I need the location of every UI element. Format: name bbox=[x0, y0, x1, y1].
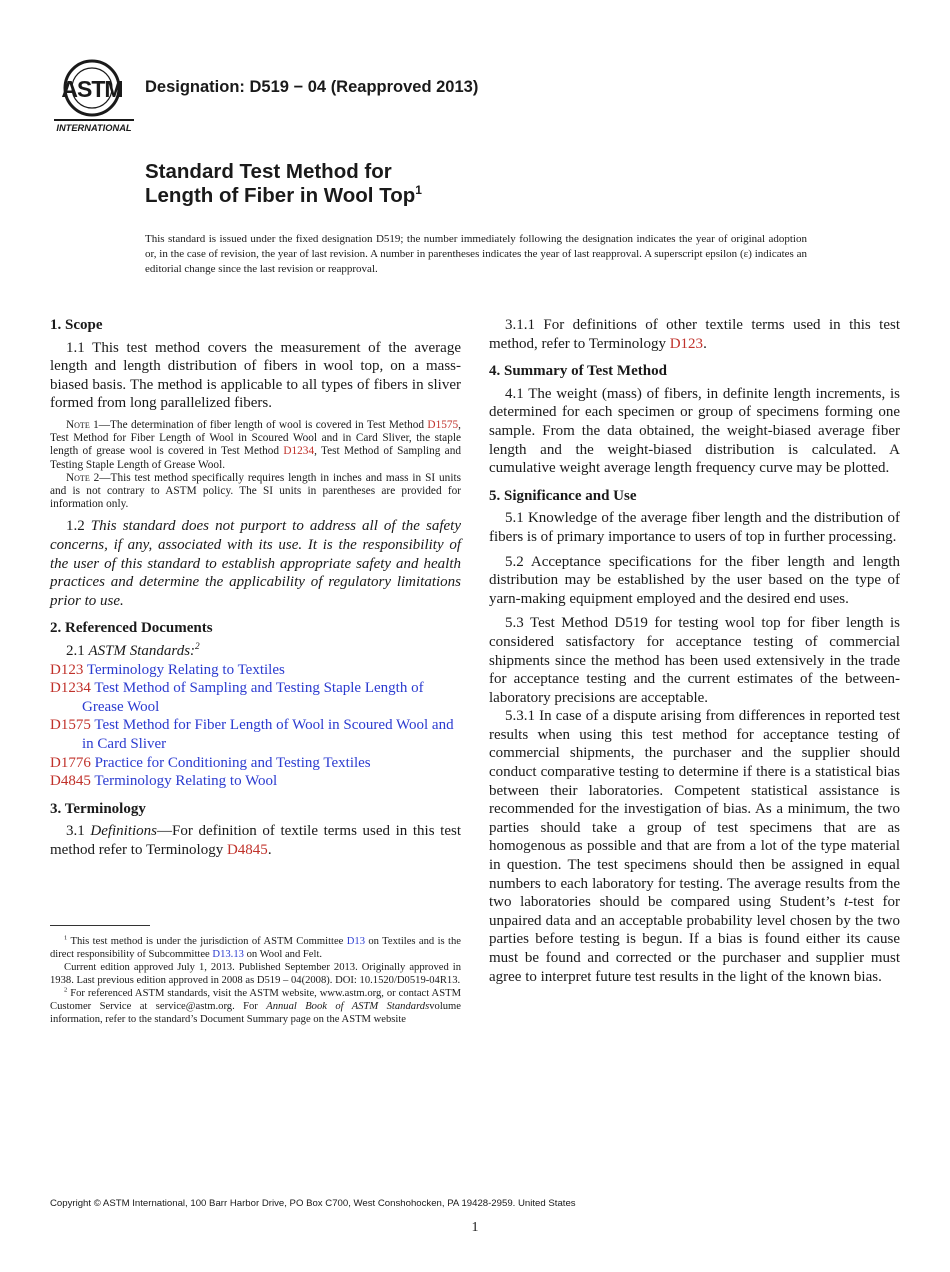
para-5-3: 5.3 Test Method D519 for testing wool top for fiber length is considered satisfactory for acceptance testing of commercial shipments since the method has been used extensively in the trade for acceptance testing and the current estimates of the between-laboratory precisions are acceptable. bbox=[489, 615, 900, 706]
para-5-3-1: 5.3.1 In case of a dispute arising from differences in reported test results when using this test method for acceptance testing of commercial shipments, the purchaser and the supplier should conduct comparative testing to determine if there is a statistical bias between their laboratories. Competent statistical assistance is recommended for the investigation of bias. As a minimum, the two parties should take a group of test specimens that are as homogenous as possible and that are from a lot of the type material in question. The test specimens should then be assigned in equal numbers to each laboratory for testing. The average results from the two laboratories should be compared using Student’s t-test for unpaired data and an acceptable probability level chosen by the two parties before testing is begun. If a bias is found either its cause must be found and corrected or the purchaser and supplier must agree to interpret future test results in the light of the known bias. bbox=[489, 708, 900, 985]
footnote-1-edition: Current edition approved July 1, 2013. Published September 2013. Originally approved in 1938. Last previous edition approved in 2008 as D519 – 04(2008). DOI: 10.1520/D0519-04R13. bbox=[50, 962, 461, 986]
ref-item[interactable]: D1575 Test Method for Fiber Length of Wool in Scoured Wool and in Card Sliver bbox=[50, 717, 454, 752]
section-heading-significance: 5. Significance and Use bbox=[489, 487, 637, 504]
link-d123[interactable]: D123 bbox=[669, 335, 704, 352]
document-title bbox=[145, 160, 422, 208]
footnote-1: $^1$ This test method is under the jurisdiction of ASTM Committee D13 on Textiles and is the direct responsibility of Subcommittee D13.13 on Wool and Felt. bbox=[50, 934, 461, 960]
section-heading-terminology: 3. Terminology bbox=[50, 800, 146, 817]
para-5-1: 5.1 Knowledge of the average fiber length and the distribution of fibers is of primary importance to users of top in further processing. bbox=[489, 510, 900, 545]
astm-logo bbox=[52, 56, 136, 134]
para-2-1: 2.1 ASTM Standards:$^2$ bbox=[66, 641, 200, 659]
para-1-1: 1.1 This test method covers the measurement of the average length and length distribution of fibers in wool top, on a mass-biased basis. The method is applicable to all types of fibers in sliver formed from long parallelized fibers. bbox=[50, 339, 461, 412]
para-3-1-1: 3.1.1 For definitions of other textile terms used in this test method, refer to Terminology D123. bbox=[489, 317, 900, 352]
designation: Designation: D519 − 04 (Reapproved 2013) bbox=[145, 78, 479, 96]
section-heading-summary: 4. Summary of Test Method bbox=[489, 363, 667, 380]
link-d1575[interactable]: D1575 bbox=[427, 418, 459, 431]
link-d13[interactable]: D13 bbox=[346, 936, 365, 947]
para-3-1: 3.1 Definitions—For definition of textile terms used in this test method refer to Terminology D4845. bbox=[50, 823, 461, 858]
left-column bbox=[50, 316, 461, 859]
preamble: This standard is issued under the fixed designation D519; the number immediately following the designation indicates the year of original adoption or, in the case of revision, the year of last revision. A number in parentheses indicates the year of last reapproval. A superscript epsilon (ε) indicates an editorial change since the last revision or reapproval. bbox=[145, 233, 807, 276]
footnote-2: $^2$ For referenced ASTM standards, visit the ASTM website, www.astm.org, or contact ASTM Customer Service at service@astm.org. For Annual Book of ASTM Standardsvolume information, refer to the standard’s Document Summary page on the ASTM website bbox=[50, 986, 461, 1025]
logo-text: ASTM bbox=[61, 76, 123, 102]
link-d1234[interactable]: D1234 bbox=[283, 445, 315, 458]
link-d4845[interactable]: D4845 bbox=[226, 841, 268, 858]
para-5-2: 5.2 Acceptance specifications for the fiber length and length distribution may be established by the user based on the type of yarn-making equipment employed and the desired end uses. bbox=[489, 553, 900, 607]
section-heading-scope: 1. Scope bbox=[50, 317, 103, 333]
copyright: Copyright © ASTM International, 100 Barr Harbor Drive, PO Box C700, West Conshohocken, PA 19428-2959. United States bbox=[50, 1198, 576, 1209]
para-4-1: 4.1 The weight (mass) of fibers, in definite length increments, is determined for each specimen or group of specimens forming one sample. From the data obtained, the weight-biased average fiber length and the weight-biased distribution is calculated. A cumulative weight average length frequency curve may be plotted. bbox=[489, 385, 900, 477]
note-2: Note 2—This test method specifically requires length in inches and mass in SI units and is not contrary to ASTM policy. The SI units in parentheses are provided for information only. bbox=[50, 471, 461, 511]
link-d13-13[interactable]: D13.13 bbox=[212, 949, 244, 960]
ref-item[interactable]: D123 Terminology Relating to Textiles bbox=[50, 661, 285, 678]
ref-item[interactable]: D1776 Practice for Conditioning and Testing Textiles bbox=[50, 754, 371, 771]
title-footnote-mark: 1 bbox=[415, 183, 422, 198]
footnotes bbox=[50, 935, 461, 1026]
footnote-divider bbox=[50, 925, 150, 926]
para-1-2: 1.2 This standard does not purport to address all of the safety concerns, if any, associated with its use. It is the responsibility of the user of this standard to establish appropriate safety and health practices and determine the applicability of regulatory limitations prior to use. bbox=[50, 518, 461, 609]
ref-item[interactable]: D4845 Terminology Relating to Wool bbox=[50, 773, 278, 790]
title-line-1: Standard Test Method for bbox=[145, 160, 392, 183]
ref-item[interactable]: D1234 Test Method of Sampling and Testing Staple Length of Grease Wool bbox=[50, 680, 424, 715]
page-number: 1 bbox=[471, 1220, 479, 1235]
section-heading-referenced-documents: 2. Referenced Documents bbox=[50, 620, 213, 637]
logo-subtext: INTERNATIONAL bbox=[56, 123, 132, 133]
note-1: Note 1—The determination of fiber length of wool is covered in Test Method D1575, Test Method for Fiber Length of Wool in Scoured Wool and in Card Sliver, the staple length of grease wool is covered in Test Method D1234, Test Method of Sampling and Testing Staple Length of Grease Wool. bbox=[50, 418, 461, 471]
right-column bbox=[489, 316, 900, 986]
title-line-2: Length of Fiber in Wool Top$^1$ bbox=[145, 183, 422, 207]
